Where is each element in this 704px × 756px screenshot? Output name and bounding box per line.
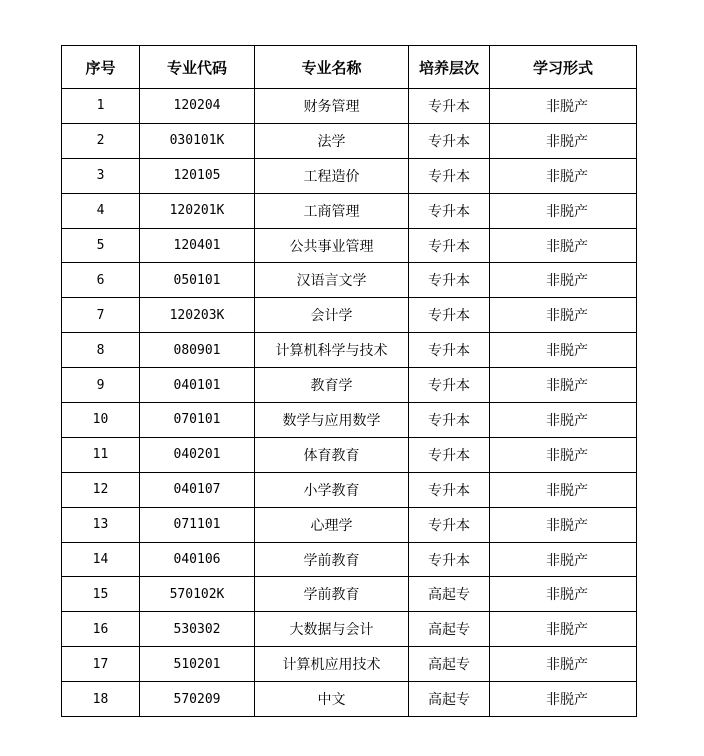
cell-level: 高起专 [409, 577, 490, 612]
cell-study-mode: 非脱产 [490, 158, 637, 193]
table-header-row [62, 46, 637, 89]
cell-level: 专升本 [409, 507, 490, 542]
cell-level: 专升本 [409, 89, 490, 124]
cell-major-code: 510201 [140, 647, 255, 682]
header-major-name: 专业名称 [255, 46, 409, 89]
cell-major-code: 570102K [140, 577, 255, 612]
cell-index: 13 [62, 507, 140, 542]
cell-index: 12 [62, 472, 140, 507]
table-row [62, 263, 637, 298]
cell-major-name: 教育学 [255, 368, 409, 403]
cell-major-name: 公共事业管理 [255, 228, 409, 263]
cell-major-name: 会计学 [255, 298, 409, 333]
cell-study-mode: 非脱产 [490, 89, 637, 124]
cell-level: 专升本 [409, 368, 490, 403]
cell-major-name: 工程造价 [255, 158, 409, 193]
header-level: 培养层次 [409, 46, 490, 89]
table-row [62, 472, 637, 507]
cell-study-mode: 非脱产 [490, 507, 637, 542]
cell-major-code: 120201K [140, 193, 255, 228]
cell-level: 高起专 [409, 682, 490, 717]
cell-level: 专升本 [409, 298, 490, 333]
cell-major-code: 120204 [140, 89, 255, 124]
table-row [62, 89, 637, 124]
cell-index: 8 [62, 333, 140, 368]
cell-level: 专升本 [409, 123, 490, 158]
cell-study-mode: 非脱产 [490, 682, 637, 717]
table-row [62, 507, 637, 542]
cell-study-mode: 非脱产 [490, 228, 637, 263]
cell-study-mode: 非脱产 [490, 612, 637, 647]
cell-major-name: 汉语言文学 [255, 263, 409, 298]
cell-major-name: 法学 [255, 123, 409, 158]
cell-major-code: 530302 [140, 612, 255, 647]
header-index: 序号 [62, 46, 140, 89]
table-row [62, 612, 637, 647]
table-row [62, 577, 637, 612]
cell-major-name: 计算机应用技术 [255, 647, 409, 682]
cell-major-code: 120203K [140, 298, 255, 333]
table-row [62, 682, 637, 717]
cell-study-mode: 非脱产 [490, 472, 637, 507]
cell-major-name: 学前教育 [255, 542, 409, 577]
cell-index: 9 [62, 368, 140, 403]
table-row [62, 298, 637, 333]
cell-study-mode: 非脱产 [490, 437, 637, 472]
cell-major-code: 040201 [140, 437, 255, 472]
cell-index: 6 [62, 263, 140, 298]
cell-major-code: 120401 [140, 228, 255, 263]
program-table-container [61, 45, 637, 717]
table-row [62, 647, 637, 682]
cell-level: 专升本 [409, 542, 490, 577]
cell-major-code: 040106 [140, 542, 255, 577]
header-major-code: 专业代码 [140, 46, 255, 89]
cell-index: 4 [62, 193, 140, 228]
cell-major-code: 050101 [140, 263, 255, 298]
cell-major-name: 中文 [255, 682, 409, 717]
cell-study-mode: 非脱产 [490, 542, 637, 577]
cell-study-mode: 非脱产 [490, 298, 637, 333]
cell-level: 专升本 [409, 403, 490, 438]
cell-major-code: 070101 [140, 403, 255, 438]
cell-major-code: 080901 [140, 333, 255, 368]
cell-study-mode: 非脱产 [490, 193, 637, 228]
cell-level: 专升本 [409, 333, 490, 368]
cell-level: 专升本 [409, 472, 490, 507]
cell-index: 16 [62, 612, 140, 647]
cell-major-name: 体育教育 [255, 437, 409, 472]
table-body [62, 89, 637, 717]
cell-index: 5 [62, 228, 140, 263]
cell-study-mode: 非脱产 [490, 263, 637, 298]
header-study-mode: 学习形式 [490, 46, 637, 89]
cell-index: 3 [62, 158, 140, 193]
cell-major-code: 120105 [140, 158, 255, 193]
cell-level: 专升本 [409, 228, 490, 263]
cell-major-name: 数学与应用数学 [255, 403, 409, 438]
cell-level: 专升本 [409, 158, 490, 193]
cell-major-name: 计算机科学与技术 [255, 333, 409, 368]
cell-level: 专升本 [409, 437, 490, 472]
cell-major-name: 学前教育 [255, 577, 409, 612]
cell-study-mode: 非脱产 [490, 577, 637, 612]
cell-study-mode: 非脱产 [490, 123, 637, 158]
cell-index: 2 [62, 123, 140, 158]
cell-major-name: 财务管理 [255, 89, 409, 124]
cell-major-name: 小学教育 [255, 472, 409, 507]
cell-level: 专升本 [409, 263, 490, 298]
program-table [61, 45, 637, 717]
cell-study-mode: 非脱产 [490, 333, 637, 368]
cell-index: 1 [62, 89, 140, 124]
cell-index: 14 [62, 542, 140, 577]
cell-level: 高起专 [409, 612, 490, 647]
cell-major-code: 030101K [140, 123, 255, 158]
cell-index: 10 [62, 403, 140, 438]
table-row [62, 228, 637, 263]
cell-major-name: 心理学 [255, 507, 409, 542]
table-row [62, 123, 637, 158]
table-row [62, 437, 637, 472]
cell-major-code: 071101 [140, 507, 255, 542]
cell-index: 17 [62, 647, 140, 682]
table-row [62, 542, 637, 577]
cell-level: 高起专 [409, 647, 490, 682]
cell-study-mode: 非脱产 [490, 647, 637, 682]
cell-index: 11 [62, 437, 140, 472]
table-row [62, 193, 637, 228]
cell-index: 15 [62, 577, 140, 612]
cell-level: 专升本 [409, 193, 490, 228]
table-row [62, 333, 637, 368]
table-row [62, 368, 637, 403]
cell-major-code: 040107 [140, 472, 255, 507]
cell-index: 18 [62, 682, 140, 717]
table-row [62, 158, 637, 193]
cell-study-mode: 非脱产 [490, 403, 637, 438]
cell-major-code: 570209 [140, 682, 255, 717]
cell-index: 7 [62, 298, 140, 333]
cell-major-code: 040101 [140, 368, 255, 403]
cell-major-name: 工商管理 [255, 193, 409, 228]
cell-major-name: 大数据与会计 [255, 612, 409, 647]
cell-study-mode: 非脱产 [490, 368, 637, 403]
table-row [62, 403, 637, 438]
